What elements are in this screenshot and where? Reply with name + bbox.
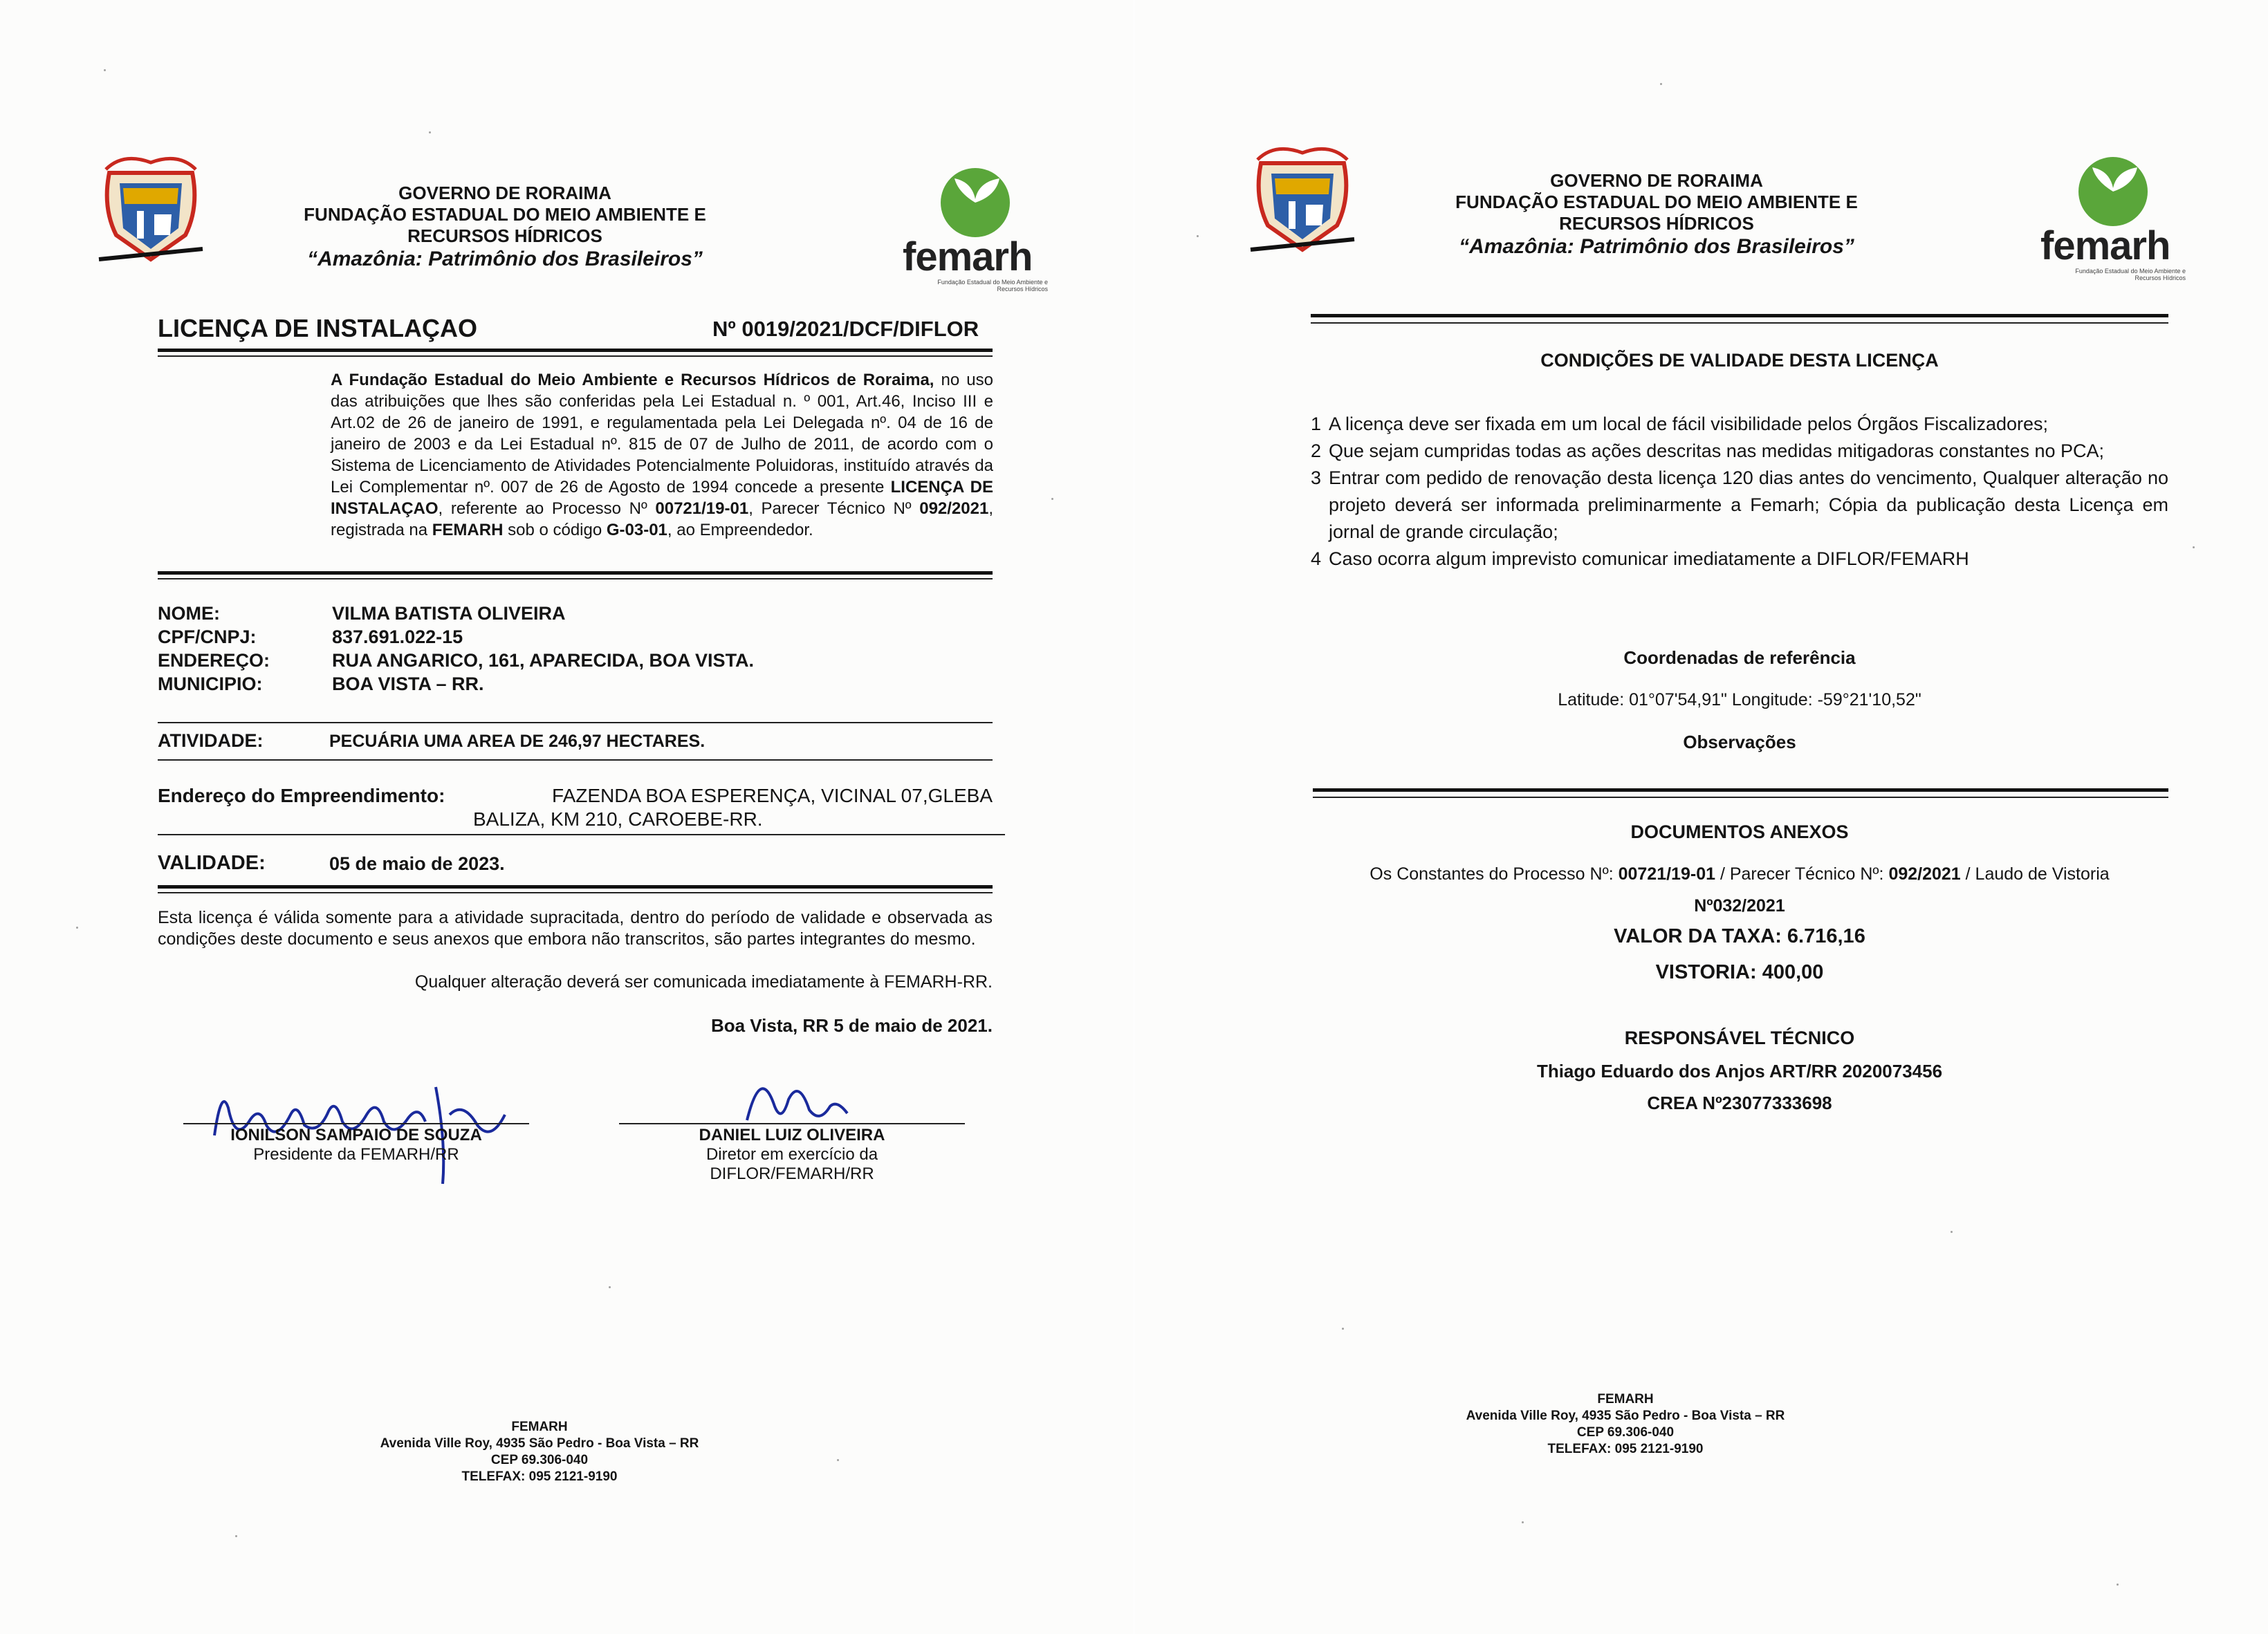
annexes-line1 [1311, 864, 2168, 884]
enterprise-address [158, 784, 993, 831]
field-row [158, 650, 988, 674]
enterprise-value-line2: BALIZA, KM 210, CAROEBE-RR. [473, 808, 763, 830]
intro-part: A Fundação Estadual do Meio Ambiente e Recursos Hídricos de Roraima, [331, 371, 934, 389]
header-government: GOVERNO DE RORAIMA [398, 183, 611, 203]
field-row [158, 603, 988, 626]
footer-address: Avenida Ville Roy, 4935 São Pedro - Boa Vista – RR [380, 1436, 699, 1451]
enterprise-label: Endereço do Empreendimento: [158, 785, 445, 806]
intro-paragraph [331, 369, 993, 541]
intro-part: , referente ao Processo Nº [438, 499, 656, 518]
femarh-logo-sub: Fundação Estadual do Meio Ambiente e Recursos Hídricos [937, 279, 1048, 293]
annexes-rule [1313, 788, 2168, 792]
signatory-director [619, 1126, 965, 1184]
footer-cep: CEP 69.306-040 [490, 1453, 589, 1467]
header-motto: “Amazônia: Patrimônio dos Brasileiros” [307, 248, 703, 270]
condition-num: 1 [1311, 414, 1322, 434]
footer-phone: TELEFAX: 095 2121-9190 [1547, 1442, 1704, 1456]
femarh-logo [2034, 154, 2193, 281]
validity-rule-thin [158, 892, 993, 893]
annexes-part: / Laudo de Vistoria [1960, 864, 2110, 884]
conditions-list [1311, 411, 2168, 573]
field-label: NOME: [158, 603, 220, 624]
intro-part: , Parecer Técnico Nº [748, 499, 920, 518]
validity-note: Esta licença é válida somente para a atividade supracitada, dentro do período de validade e observada as condições deste documento e seus anexos que embora não transcritos, são partes integrantes do mesmo. [158, 908, 993, 949]
enterprise-value-line1: FAZENDA BOA ESPERENÇA, VICINAL 07,GLEBA [552, 785, 993, 806]
footer-org: FEMARH [511, 1420, 568, 1434]
coords-value: Latitude: 01°07'54,91" Longitude: -59°21'10,52" [1558, 690, 1921, 709]
state-crest-icon [1247, 136, 1358, 260]
president-signature-icon [208, 1046, 526, 1198]
intro-part: LICENÇA DE INSTALAÇAO [331, 478, 994, 518]
intro-part: no uso das atribuições que lhes são conferidas pela Lei Estadual n. º 001, Art.46, Inciso III e Art.02 de 26 de janeiro de 1991, e regulamentada pela Lei Delegada nº. 04 de 16 de janeiro de 2003 e da Lei Estadual nº. 815 de 07 de Julho de 2011, de acordo com o Sistema de Licenciamento de Atividades Potencialmente Poluidoras, instituído através da Lei Complementar nº. 007 de 26 de Agosto de 1994 concede a presente [331, 371, 994, 496]
signatory-name: DANIEL LUIZ OLIVEIRA [699, 1126, 885, 1144]
title-rule [158, 349, 993, 352]
femarh-logo-word: femarh [2040, 223, 2170, 268]
intro-part: 092/2021 [919, 499, 989, 518]
footer-org: FEMARH [1597, 1392, 1654, 1406]
signatory-name: IONILSON SAMPAIO DE SOUZA [230, 1126, 482, 1144]
conditions-rule-top-thin [1311, 322, 2168, 324]
header-motto: “Amazônia: Patrimônio dos Brasileiros” [1459, 235, 1854, 258]
condition-item [1311, 411, 2168, 438]
license-number: Nº 0019/2021/DCF/DIFLOR [712, 317, 979, 341]
signatory-role: Presidente da FEMARH/RR [253, 1145, 459, 1164]
intro-part: sob o código [503, 521, 607, 539]
field-value: BOA VISTA – RR. [332, 674, 484, 694]
fields-rule-thin [158, 578, 993, 579]
inspection-value: VISTORIA: 400,00 [1655, 961, 1824, 983]
footer-phone: TELEFAX: 095 2121-9190 [461, 1469, 618, 1484]
annexes-part: 00721/19-01 [1618, 864, 1715, 884]
condition-text: Entrar com pedido de renovação desta licença 120 dias antes do vencimento, Qualquer alteração no projeto deverá ser informada preliminarmente a Femarh; Cópia da publicação desta Licença em jornal de grande circulação; [1329, 467, 2168, 542]
intro-part: G-03-01 [606, 521, 667, 539]
femarh-logo [896, 165, 1055, 293]
condition-item [1311, 465, 2168, 546]
observations-title: Observações [1683, 732, 1796, 752]
enterprise-rule [158, 834, 1005, 835]
condition-text: A licença deve ser fixada em um local de fácil visibilidade pelos Órgãos Fiscalizadores; [1329, 414, 2049, 434]
signatory-role: Diretor em exercício da [706, 1145, 878, 1164]
signature-line-president [183, 1123, 529, 1124]
condition-text: Que sejam cumpridas todas as ações descritas nas medidas mitigadoras constantes no PCA; [1329, 440, 2105, 461]
intro-part: , registrada na [331, 499, 993, 539]
condition-num: 3 [1311, 467, 1322, 488]
header-foundation-line1: FUNDAÇÃO ESTADUAL DO MEIO AMBIENTE E [304, 204, 706, 225]
validity-value: 05 de maio de 2023. [329, 853, 505, 874]
state-crest-icon [95, 145, 206, 270]
activity-label: ATIVIDADE: [158, 730, 264, 751]
annexes-line2: Nº032/2021 [1694, 896, 1785, 916]
footer-block [1418, 1391, 1833, 1458]
validity-label: VALIDADE: [158, 852, 266, 874]
intro-part: , ao Empreendedor. [667, 521, 813, 539]
field-value: RUA ANGARICO, 161, APARECIDA, BOA VISTA. [332, 650, 755, 671]
conditions-rule-top [1311, 314, 2168, 317]
header-foundation-line1: FUNDAÇÃO ESTADUAL DO MEIO AMBIENTE E [1455, 192, 1858, 212]
tech-title: RESPONSÁVEL TÉCNICO [1624, 1028, 1855, 1048]
tech-name: Thiago Eduardo dos Anjos ART/RR 2020073456 [1536, 1061, 1943, 1081]
conditions-title: CONDIÇÕES DE VALIDADE DESTA LICENÇA [1540, 350, 1939, 371]
place-date: Boa Vista, RR 5 de maio de 2021. [710, 1015, 993, 1036]
activity-value: PECUÁRIA UMA AREA DE 246,97 HECTARES. [329, 732, 706, 751]
annexes-part: 092/2021 [1888, 864, 1961, 884]
header-foundation-line2: RECURSOS HÍDRICOS [407, 225, 602, 246]
footer-block [332, 1419, 747, 1485]
femarh-leaf-icon [930, 165, 1020, 241]
header-foundation-line2: RECURSOS HÍDRICOS [1559, 213, 1754, 234]
tech-crea: CREA Nº23077333698 [1647, 1093, 1832, 1113]
intro-part: 00721/19-01 [655, 499, 749, 518]
holder-fields [158, 603, 988, 697]
conditions-page [1134, 0, 2268, 1634]
fee-value: VALOR DA TAXA: 6.716,16 [1614, 925, 1865, 947]
femarh-logo-word: femarh [903, 234, 1033, 279]
field-value: 837.691.022-15 [332, 626, 463, 647]
signatory-president [183, 1126, 529, 1164]
condition-item [1311, 438, 2168, 465]
field-value: VILMA BATISTA OLIVEIRA [332, 603, 566, 624]
condition-item [1311, 546, 2168, 573]
footer-cep: CEP 69.306-040 [1576, 1425, 1675, 1440]
title-rule-thin [158, 355, 993, 357]
signatory-role: DIFLOR/FEMARH/RR [710, 1164, 874, 1183]
license-title: LICENÇA DE INSTALAÇAO [158, 314, 477, 342]
annexes-rule-thin [1313, 797, 2168, 798]
activity-rule-top [158, 722, 993, 723]
footer-address: Avenida Ville Roy, 4935 São Pedro - Boa Vista – RR [1466, 1409, 1785, 1423]
activity-rule-bottom [158, 759, 993, 761]
femarh-leaf-icon [2068, 154, 2158, 230]
fields-rule [158, 571, 993, 575]
field-label: MUNICIPIO: [158, 674, 263, 694]
condition-num: 2 [1311, 440, 1322, 461]
annexes-part: / Parecer Técnico Nº: [1715, 864, 1889, 884]
header-block [277, 183, 733, 270]
field-label: ENDEREÇO: [158, 650, 270, 671]
annexes-part: Os Constantes do Processo Nº: [1370, 864, 1619, 884]
header-government: GOVERNO DE RORAIMA [1550, 170, 1763, 191]
field-row [158, 626, 988, 650]
annexes-title: DOCUMENTOS ANEXOS [1630, 821, 1849, 842]
field-label: CPF/CNPJ: [158, 626, 257, 647]
condition-num: 4 [1311, 548, 1322, 569]
signature-line-director [619, 1123, 965, 1124]
coords-title: Coordenadas de referência [1623, 647, 1856, 668]
field-row [158, 674, 988, 697]
intro-part: FEMARH [432, 521, 504, 539]
femarh-logo-sub: Fundação Estadual do Meio Ambiente e Recursos Hídricos [2075, 268, 2186, 281]
condition-text: Caso ocorra algum imprevisto comunicar imediatamente a DIFLOR/FEMARH [1329, 548, 1969, 569]
header-block [1428, 170, 1885, 257]
change-note: Qualquer alteração deverá ser comunicada imediatamente à FEMARH-RR. [414, 972, 993, 992]
validity-rule [158, 885, 993, 889]
